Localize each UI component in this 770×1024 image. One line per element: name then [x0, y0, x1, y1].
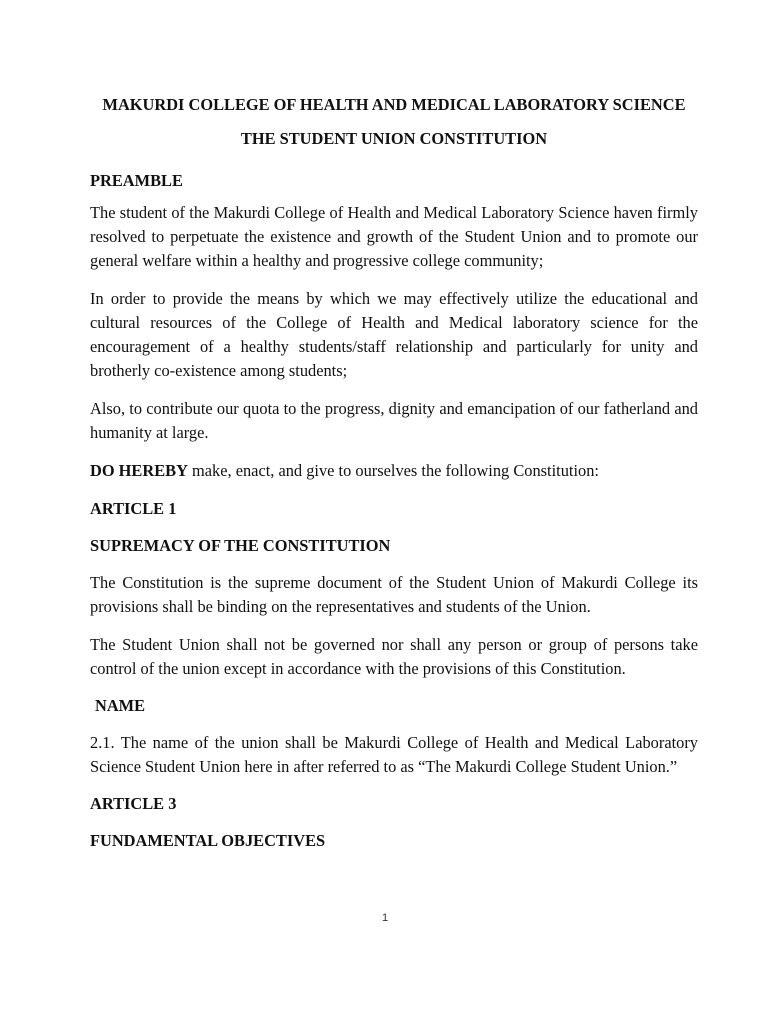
article-1-subheading: SUPREMACY OF THE CONSTITUTION	[90, 536, 391, 555]
enactment-bold: DO HEREBY	[90, 461, 188, 480]
preamble-paragraph-2: In order to provide the means by which we may effectively utilize the educational and cultural resources of the College of Health and Medical laboratory science for the encouragement of a healthy students/staff relationship and particularly for unity and brotherly co-existence among students;	[90, 289, 698, 380]
article-3-heading: ARTICLE 3	[90, 794, 177, 813]
enactment-text: make, enact, and give to ourselves the following Constitution:	[187, 461, 599, 480]
preamble-heading: PREAMBLE	[90, 171, 183, 190]
name-paragraph: 2.1. The name of the union shall be Makurdi College of Health and Medical Laboratory Science Student Union here in after referred to as “The Makurdi College Student Union.”	[90, 733, 698, 776]
article-1-heading: ARTICLE 1	[90, 499, 177, 518]
article-1-paragraph-1: The Constitution is the supreme document of the Student Union of Makurdi College its provisions shall be binding on the representatives and students of the Union.	[90, 573, 698, 616]
article-1-paragraph-2: The Student Union shall not be governed nor shall any person or group of persons take control of the union except in accordance with the provisions of this Constitution.	[90, 635, 698, 678]
document-title: MAKURDI COLLEGE OF HEALTH AND MEDICAL LABORATORY SCIENCE	[102, 95, 686, 114]
document-subtitle: THE STUDENT UNION CONSTITUTION	[240, 129, 548, 148]
article-3-subheading: FUNDAMENTAL OBJECTIVES	[90, 831, 326, 850]
preamble-paragraph-3: Also, to contribute our quota to the progress, dignity and emancipation of our fatherland and humanity at large.	[90, 399, 698, 442]
page-number: 1	[381, 912, 389, 924]
preamble-paragraph-1: The student of the Makurdi College of Health and Medical Laboratory Science haven firmly resolved to perpetuate the existence and growth of the Student Union and to promote our general welfare within a healthy and progressive college community;	[90, 203, 698, 270]
name-heading: NAME	[95, 696, 146, 715]
document-page	[90, 92, 698, 853]
enactment-clause	[90, 459, 698, 483]
